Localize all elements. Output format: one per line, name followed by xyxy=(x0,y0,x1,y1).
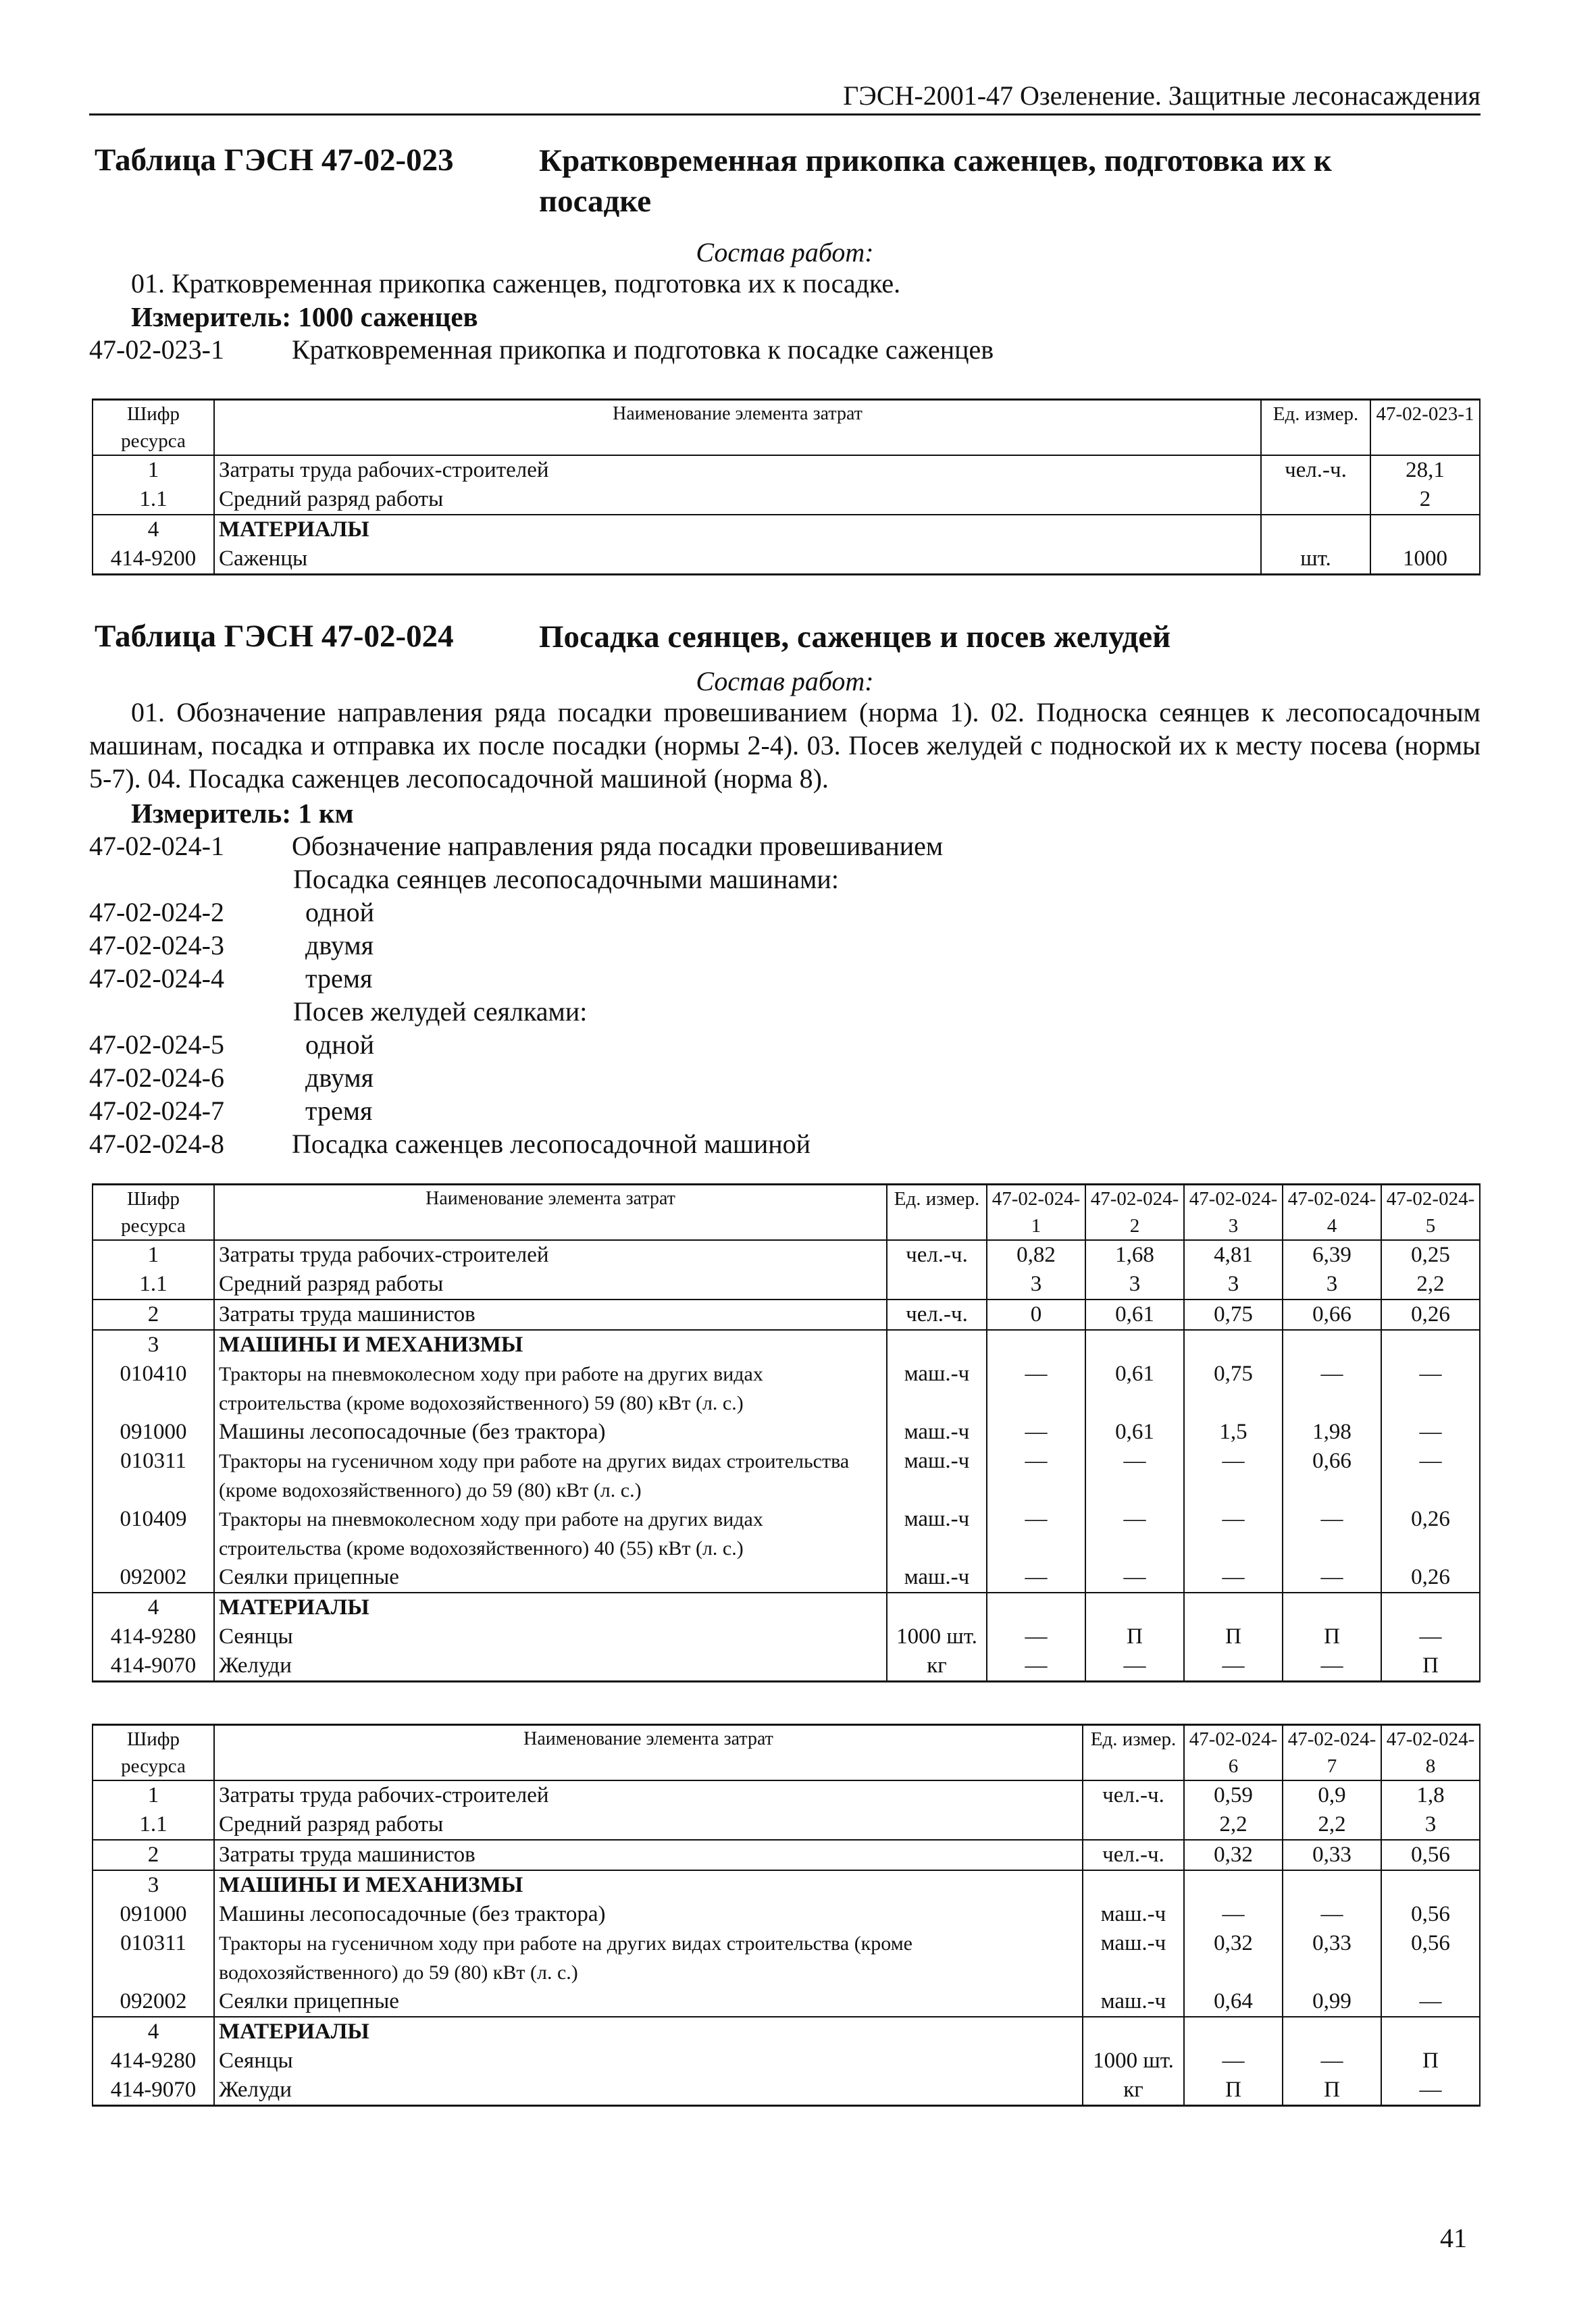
table-row xyxy=(93,1505,1480,1563)
norm-line xyxy=(89,929,374,961)
table-row xyxy=(93,1330,1480,1360)
cost-element-name: Тракторы на гусеничном ходу при работе на других видах строительства (кроме водохозяйственного) до 59 (80) кВт (л. с.) xyxy=(214,1929,1083,1987)
resource-code: 4 xyxy=(93,515,214,544)
header-cost-element: Наименование элемента затрат xyxy=(214,400,1261,456)
cost-element-name: Затраты труда рабочих-строителей xyxy=(214,455,1261,485)
norm-line xyxy=(89,830,943,862)
value-cell: — xyxy=(1381,1622,1480,1651)
table-row xyxy=(93,544,1480,575)
value-cell: 0,75 xyxy=(1184,1360,1283,1418)
value-cell: 1000 xyxy=(1370,544,1480,575)
value-cell: 0,26 xyxy=(1381,1505,1480,1563)
norm-subheading: Посев желудей сеялками: xyxy=(293,996,588,1027)
norm-line xyxy=(89,896,374,928)
unit-cell: чел.-ч. xyxy=(1261,455,1370,485)
table-row xyxy=(93,1900,1480,1929)
norm-code: 47-02-024-3 xyxy=(89,930,224,960)
value-cell: — xyxy=(1381,1360,1480,1418)
norm-code: 47-02-024-5 xyxy=(89,1029,224,1060)
cost-element-name: МАТЕРИАЛЫ xyxy=(214,515,1261,544)
unit-cell: маш.-ч xyxy=(1083,1929,1184,1987)
resource-code: 4 xyxy=(93,1593,214,1622)
value-cell: 1,8 xyxy=(1381,1780,1480,1810)
header-unit: Ед. измер. xyxy=(1261,400,1370,456)
value-cell xyxy=(1184,1870,1283,1900)
norm-code: 47-02-024-8 xyxy=(89,1129,224,1159)
table-row xyxy=(93,1360,1480,1418)
value-cell: 0,64 xyxy=(1184,1987,1283,2017)
value-cell: П xyxy=(1381,1651,1480,1682)
unit-cell: чел.-ч. xyxy=(887,1300,987,1330)
value-cell xyxy=(1370,515,1480,544)
header-norm-column: 47-02-024-4 xyxy=(1283,1185,1381,1241)
table-024-work-text: 01. Обозначение направления ряда посадки провешиванием (норма 1). 02. Подноска сеянцев к лесопосадочным машинам, посадка и отправка их после посадки (нормы 2-4). 03. Посев желудей с подноской их к месту посева (нормы 5-7). 04. Посадка саженцев лесопосадочной машиной (норма 8). xyxy=(89,697,1481,794)
resource-code: 1 xyxy=(93,1780,214,1810)
cost-element-name: Средний разряд работы xyxy=(214,485,1261,515)
value-cell xyxy=(1381,1870,1480,1900)
unit-cell: 1000 шт. xyxy=(887,1622,987,1651)
resource-code: 010410 xyxy=(93,1360,214,1418)
table-row xyxy=(93,1240,1480,1270)
table-row xyxy=(93,1780,1480,1810)
value-cell: — xyxy=(1283,1505,1381,1563)
unit-cell xyxy=(1261,515,1370,544)
unit-cell: маш.-ч xyxy=(1083,1987,1184,2017)
resource-code: 1.1 xyxy=(93,1810,214,1840)
unit-cell: маш.-ч xyxy=(887,1360,987,1418)
unit-cell xyxy=(1083,2017,1184,2047)
value-cell: 4,81 xyxy=(1184,1240,1283,1270)
cost-element-name: Затраты труда машинистов xyxy=(214,1300,887,1330)
value-cell: П xyxy=(1283,2076,1381,2106)
value-cell: 0,26 xyxy=(1381,1563,1480,1593)
header-cost-element: Наименование элемента затрат xyxy=(214,1185,887,1241)
header-norm-column: 47-02-024-3 xyxy=(1184,1185,1283,1241)
table-024-resources-2 xyxy=(92,1724,1481,2107)
norm-code: 47-02-024-2 xyxy=(89,897,224,927)
norm-code: 47-02-023-1 xyxy=(89,334,224,365)
norm-line xyxy=(89,1029,374,1060)
norm-desc: одной xyxy=(305,897,375,927)
value-cell: П xyxy=(1085,1622,1184,1651)
resource-code: 2 xyxy=(93,1300,214,1330)
norm-line xyxy=(89,1128,810,1160)
value-cell: — xyxy=(987,1651,1085,1682)
value-cell xyxy=(1184,1593,1283,1622)
value-cell: 0,32 xyxy=(1184,1929,1283,1987)
norm-line xyxy=(89,1095,372,1127)
header-norm-column: 47-02-023-1 xyxy=(1370,400,1480,456)
value-cell xyxy=(1184,1330,1283,1360)
resource-code: 414-9200 xyxy=(93,544,214,575)
cost-element-name: Тракторы на гусеничном ходу при работе на других видах строительства (кроме водохозяйственного) до 59 (80) кВт (л. с.) xyxy=(214,1447,887,1505)
value-cell: — xyxy=(987,1418,1085,1447)
unit-cell: 1000 шт. xyxy=(1083,2047,1184,2076)
value-cell: — xyxy=(1184,1900,1283,1929)
unit-cell: кг xyxy=(1083,2076,1184,2106)
page-number: 41 xyxy=(1440,2223,1467,2253)
resource-code: 1 xyxy=(93,455,214,485)
value-cell: 3 xyxy=(1283,1270,1381,1300)
value-cell: 3 xyxy=(1381,1810,1480,1840)
header-norm-column: 47-02-024-5 xyxy=(1381,1185,1480,1241)
table-024-title: Таблица ГЭСН 47-02-024 xyxy=(95,619,454,654)
resource-code: 414-9070 xyxy=(93,2076,214,2106)
resource-code: 1 xyxy=(93,1240,214,1270)
table-row xyxy=(93,1300,1480,1330)
unit-cell xyxy=(1083,1810,1184,1840)
value-cell: — xyxy=(1381,2076,1480,2106)
value-cell: 0,66 xyxy=(1283,1447,1381,1505)
norm-code: 47-02-024-1 xyxy=(89,831,224,861)
unit-cell: маш.-ч xyxy=(887,1505,987,1563)
header-resource-code: Шифр ресурса xyxy=(93,1725,214,1781)
value-cell: — xyxy=(987,1360,1085,1418)
cost-element-name: МАТЕРИАЛЫ xyxy=(214,1593,887,1622)
resource-code: 091000 xyxy=(93,1900,214,1929)
value-cell: 0,56 xyxy=(1381,1900,1480,1929)
cost-element-name: Сеялки прицепные xyxy=(214,1563,887,1593)
cost-element-name: Затраты труда машинистов xyxy=(214,1840,1083,1870)
resource-code: 2 xyxy=(93,1840,214,1870)
norm-desc: одной xyxy=(305,1029,375,1060)
value-cell xyxy=(1283,2017,1381,2047)
norm-code: 47-02-024-6 xyxy=(89,1062,224,1093)
value-cell: П xyxy=(1283,1622,1381,1651)
cost-element-name: Сеянцы xyxy=(214,2047,1083,2076)
value-cell: — xyxy=(1381,1418,1480,1447)
value-cell: 0,82 xyxy=(987,1240,1085,1270)
cost-element-name: Машины лесопосадочные (без трактора) xyxy=(214,1900,1083,1929)
value-cell: 1,98 xyxy=(1283,1418,1381,1447)
value-cell: — xyxy=(987,1563,1085,1593)
header-rule xyxy=(89,113,1481,115)
value-cell: — xyxy=(1085,1447,1184,1505)
cost-element-name: Средний разряд работы xyxy=(214,1270,887,1300)
header-norm-column: 47-02-024-1 xyxy=(987,1185,1085,1241)
table-row xyxy=(93,1593,1480,1622)
value-cell: 0,75 xyxy=(1184,1300,1283,1330)
unit-cell: маш.-ч xyxy=(1083,1900,1184,1929)
norm-desc: двумя xyxy=(305,1062,374,1093)
unit-cell: кг xyxy=(887,1651,987,1682)
unit-cell: чел.-ч. xyxy=(1083,1780,1184,1810)
cost-element-name: МАТЕРИАЛЫ xyxy=(214,2017,1083,2047)
norm-line xyxy=(89,1062,374,1094)
table-023-heading: Кратковременная прикопка саженцев, подготовка их к посадке xyxy=(539,143,1332,219)
cost-element-name: МАШИНЫ И МЕХАНИЗМЫ xyxy=(214,1870,1083,1900)
value-cell: 0,99 xyxy=(1283,1987,1381,2017)
norm-desc: Обозначение направления ряда посадки провешиванием xyxy=(292,831,944,861)
cost-element-name: Машины лесопосадочные (без трактора) xyxy=(214,1418,887,1447)
value-cell xyxy=(987,1593,1085,1622)
cost-element-name: Сеялки прицепные xyxy=(214,1987,1083,2017)
table-023-norm-line xyxy=(89,334,994,365)
unit-cell xyxy=(1261,485,1370,515)
value-cell: 0 xyxy=(987,1300,1085,1330)
table-row xyxy=(93,1622,1480,1651)
value-cell: 1,68 xyxy=(1085,1240,1184,1270)
value-cell: — xyxy=(1283,1563,1381,1593)
value-cell: — xyxy=(1283,2047,1381,2076)
resource-code: 414-9070 xyxy=(93,1651,214,1682)
table-024-heading: Посадка сеянцев, саженцев и посев желудей xyxy=(539,619,1171,654)
value-cell xyxy=(1381,1330,1480,1360)
table-row xyxy=(93,2076,1480,2106)
cost-element-name: Сеянцы xyxy=(214,1622,887,1651)
norm-desc: тремя xyxy=(305,963,373,994)
cost-element-name: Затраты труда рабочих-строителей xyxy=(214,1240,887,1270)
value-cell: 6,39 xyxy=(1283,1240,1381,1270)
document-page xyxy=(89,0,1481,2314)
value-cell xyxy=(1085,1330,1184,1360)
resource-code: 092002 xyxy=(93,1563,214,1593)
cost-element-name: Желуди xyxy=(214,2076,1083,2106)
resource-code: 010311 xyxy=(93,1447,214,1505)
value-cell: 3 xyxy=(987,1270,1085,1300)
header-norm-column: 47-02-024-2 xyxy=(1085,1185,1184,1241)
table-row xyxy=(93,1447,1480,1505)
norm-desc: двумя xyxy=(305,930,374,960)
value-cell: — xyxy=(1184,1563,1283,1593)
resource-code: 4 xyxy=(93,2017,214,2047)
header-resource-code: Шифр ресурса xyxy=(93,400,214,456)
unit-cell: чел.-ч. xyxy=(1083,1840,1184,1870)
norm-code: 47-02-024-7 xyxy=(89,1096,224,1126)
resource-code: 010409 xyxy=(93,1505,214,1563)
value-cell: 0,59 xyxy=(1184,1780,1283,1810)
value-cell xyxy=(1381,2017,1480,2047)
resource-code: 1.1 xyxy=(93,485,214,515)
table-024-measure: Измеритель: 1 км xyxy=(131,798,354,829)
unit-cell: маш.-ч xyxy=(887,1447,987,1505)
table-row xyxy=(93,2017,1480,2047)
table-024-resources-1 xyxy=(92,1183,1481,1682)
table-023-resources xyxy=(92,398,1481,575)
value-cell: 2,2 xyxy=(1184,1810,1283,1840)
value-cell xyxy=(1283,1330,1381,1360)
value-cell: 2,2 xyxy=(1381,1270,1480,1300)
table-023-title: Таблица ГЭСН 47-02-023 xyxy=(95,143,454,178)
value-cell: 0,9 xyxy=(1283,1780,1381,1810)
value-cell: — xyxy=(1184,1447,1283,1505)
table-row xyxy=(93,455,1480,485)
table-row xyxy=(93,1987,1480,2017)
value-cell xyxy=(1381,1593,1480,1622)
value-cell: — xyxy=(1381,1987,1480,2017)
unit-cell: маш.-ч xyxy=(887,1563,987,1593)
value-cell: — xyxy=(1085,1563,1184,1593)
value-cell: — xyxy=(1283,1651,1381,1682)
norm-desc: тремя xyxy=(305,1096,373,1126)
value-cell: 0,61 xyxy=(1085,1360,1184,1418)
value-cell: — xyxy=(987,1505,1085,1563)
table-row xyxy=(93,485,1480,515)
table-row xyxy=(93,2047,1480,2076)
cost-element-name: Тракторы на пневмоколесном ходу при работе на других видах строительства (кроме водохозяйственного) 40 (55) кВт (л. с.) xyxy=(214,1505,887,1563)
resource-code: 010311 xyxy=(93,1929,214,1987)
value-cell: — xyxy=(1184,2047,1283,2076)
value-cell: — xyxy=(1381,1447,1480,1505)
table-row xyxy=(93,1418,1480,1447)
unit-cell xyxy=(1083,1870,1184,1900)
value-cell: 0,61 xyxy=(1085,1418,1184,1447)
unit-cell xyxy=(887,1330,987,1360)
value-cell: 0,66 xyxy=(1283,1300,1381,1330)
value-cell xyxy=(1283,1870,1381,1900)
resource-code: 092002 xyxy=(93,1987,214,2017)
table-row xyxy=(93,1270,1480,1300)
cost-element-name: Тракторы на пневмоколесном ходу при работе на других видах строительства (кроме водохозяйственного) 59 (80) кВт (л. с.) xyxy=(214,1360,887,1418)
value-cell: — xyxy=(1184,1651,1283,1682)
table-023-measure: Измеритель: 1000 саженцев xyxy=(131,301,478,332)
header-resource-code: Шифр ресурса xyxy=(93,1185,214,1241)
resource-code: 091000 xyxy=(93,1418,214,1447)
norm-desc: Посадка саженцев лесопосадочной машиной xyxy=(292,1129,811,1159)
table-row xyxy=(93,1929,1480,1987)
resource-code: 414-9280 xyxy=(93,1622,214,1651)
header-norm-column: 47-02-024-7 xyxy=(1283,1725,1381,1781)
unit-cell xyxy=(887,1593,987,1622)
table-row xyxy=(93,1870,1480,1900)
value-cell xyxy=(987,1330,1085,1360)
unit-cell xyxy=(887,1270,987,1300)
table-row xyxy=(93,1840,1480,1870)
value-cell: П xyxy=(1184,1622,1283,1651)
header-unit: Ед. измер. xyxy=(1083,1725,1184,1781)
table-row xyxy=(93,515,1480,544)
value-cell: 0,61 xyxy=(1085,1300,1184,1330)
table-row xyxy=(93,1810,1480,1840)
value-cell: 2,2 xyxy=(1283,1810,1381,1840)
norm-code: 47-02-024-4 xyxy=(89,963,224,994)
resource-code: 1.1 xyxy=(93,1270,214,1300)
unit-cell: чел.-ч. xyxy=(887,1240,987,1270)
value-cell: — xyxy=(1283,1900,1381,1929)
value-cell xyxy=(1085,1593,1184,1622)
value-cell: 0,33 xyxy=(1283,1929,1381,1987)
cost-element-name: Затраты труда рабочих-строителей xyxy=(214,1780,1083,1810)
value-cell: 0,56 xyxy=(1381,1929,1480,1987)
header-norm-column: 47-02-024-6 xyxy=(1184,1725,1283,1781)
value-cell: — xyxy=(1184,1505,1283,1563)
cost-element-name: Желуди xyxy=(214,1651,887,1682)
table-023-sostav-label: Состав работ: xyxy=(696,237,874,267)
resource-code: 3 xyxy=(93,1870,214,1900)
value-cell xyxy=(1283,1593,1381,1622)
value-cell: 3 xyxy=(1184,1270,1283,1300)
header-norm-column: 47-02-024-8 xyxy=(1381,1725,1480,1781)
value-cell: 2 xyxy=(1370,485,1480,515)
value-cell: — xyxy=(1085,1651,1184,1682)
table-023-work-text: 01. Кратковременная прикопка саженцев, подготовка их к посадке. xyxy=(131,268,901,299)
value-cell: — xyxy=(987,1447,1085,1505)
value-cell: — xyxy=(1283,1360,1381,1418)
value-cell: 1,5 xyxy=(1184,1418,1283,1447)
value-cell: 0,32 xyxy=(1184,1840,1283,1870)
header-cost-element: Наименование элемента затрат xyxy=(214,1725,1083,1781)
value-cell: 0,25 xyxy=(1381,1240,1480,1270)
value-cell: 0,56 xyxy=(1381,1840,1480,1870)
value-cell: 28,1 xyxy=(1370,455,1480,485)
value-cell: П xyxy=(1381,2047,1480,2076)
value-cell: 0,26 xyxy=(1381,1300,1480,1330)
running-header: ГЭСН-2001-47 Озеленение. Защитные лесонасаждения xyxy=(843,80,1481,111)
value-cell: 3 xyxy=(1085,1270,1184,1300)
value-cell: 0,33 xyxy=(1283,1840,1381,1870)
norm-desc: Кратковременная прикопка и подготовка к посадке саженцев xyxy=(292,334,994,365)
unit-cell: маш.-ч xyxy=(887,1418,987,1447)
value-cell: — xyxy=(987,1622,1085,1651)
table-row xyxy=(93,1651,1480,1682)
resource-code: 3 xyxy=(93,1330,214,1360)
cost-element-name: Средний разряд работы xyxy=(214,1810,1083,1840)
norm-line xyxy=(89,962,372,994)
value-cell xyxy=(1184,2017,1283,2047)
table-row xyxy=(93,1563,1480,1593)
cost-element-name: Саженцы xyxy=(214,544,1261,575)
unit-cell: шт. xyxy=(1261,544,1370,575)
value-cell: — xyxy=(1085,1505,1184,1563)
value-cell: П xyxy=(1184,2076,1283,2106)
header-unit: Ед. измер. xyxy=(887,1185,987,1241)
cost-element-name: МАШИНЫ И МЕХАНИЗМЫ xyxy=(214,1330,887,1360)
table-024-sostav-label: Состав работ: xyxy=(696,666,874,696)
resource-code: 414-9280 xyxy=(93,2047,214,2076)
norm-subheading: Посадка сеянцев лесопосадочными машинами: xyxy=(293,864,839,894)
